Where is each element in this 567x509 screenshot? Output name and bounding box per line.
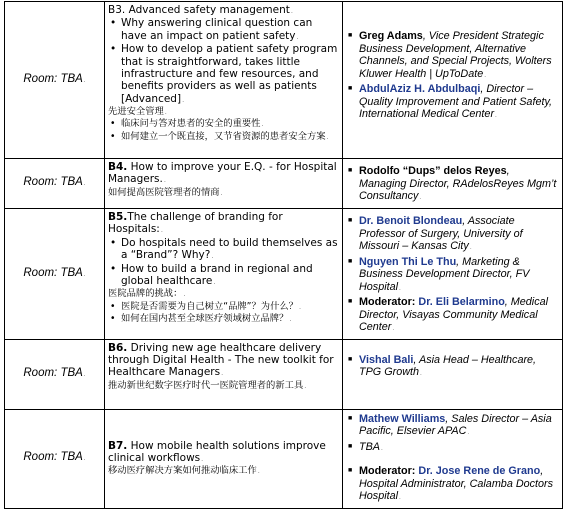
speaker-role: , Marketing & Business Development Director, FV Hospital (359, 255, 530, 293)
session-title: How to improve your E.Q. - for Hospital Managers. (108, 161, 337, 186)
topic-bullet: • Do hospitals need to build themselves as a “Brand”? Why?. (108, 237, 340, 263)
speaker-name: Rodolfo “Dups” delos Reyes (359, 165, 507, 177)
room-cell: Room: TBA. (5, 209, 105, 340)
session-row-b3 (5, 2, 563, 159)
topic-cell (105, 2, 343, 159)
speaker-name: Vishal Bali (359, 353, 414, 366)
session-code: B3. (108, 4, 126, 16)
schedule-table (4, 1, 563, 509)
speaker-name: Dr. Eli Belarmino (418, 296, 505, 308)
session-row-b4 (5, 159, 563, 209)
speaker-role: , Medical Director, Visayas Community Medical Center (359, 296, 549, 333)
chinese-title: 如何提高医院管理者的情商. (108, 186, 223, 198)
speaker-entry: ■ AbdulAziz H. Abdulbaqi, Director – Quality Improvement and Patient Safety, International Medical Center. (348, 83, 558, 123)
chinese-title: 移动医疗解决方案如何推动临床工作. (108, 465, 260, 477)
speaker-entry: ■ Moderator: Dr. Jose Rene de Grano, Hospital Administrator, Calamba Doctors Hospital. (348, 465, 558, 505)
speaker-role: , Associate Professor of Surgery, University of Missouri – Kansas City (359, 215, 523, 252)
speaker-entry: ■ Nguyen Thi Le Thu, Marketing & Business Development Director, FV Hospital. (348, 256, 558, 296)
session-title: The challenge of branding for Hospitals: (108, 211, 283, 236)
session-code: B6. (108, 341, 128, 354)
session-row-b5 (5, 209, 563, 340)
speaker-name: Dr. Jose Rene de Grano (418, 465, 541, 477)
speaker-entry: ■ Greg Adams, Vice President Strategic Business Development, Alternative Channels, and Special Projects, Wolters Kluwer Health | UpToDate. (348, 30, 558, 82)
speaker-cell (343, 209, 563, 340)
speaker-role: , Vice President Strategic Business Development, Alternative Channels, and Special Projects, Wolters Kluwer Health | UpToDate (359, 30, 552, 80)
speaker-name: AbdulAziz H. Abdulbaqi (359, 83, 481, 95)
speaker-entry: ■ Rodolfo “Dups” delos Reyes, Managing Director, RAdelosReyes Mgm’t Consultancy. (348, 165, 558, 205)
session-title-line: B6. Driving new age healthcare delivery through Digital Health - The new toolkit for Healthcare Managers. (108, 341, 334, 379)
room-label: Room: TBA (23, 72, 83, 85)
session-title-line: B3. Advanced safety management. (108, 4, 293, 16)
room-label: Room: TBA (23, 176, 83, 189)
speaker-entry: ■ Mathew Williams, Sales Director – Asia Pacific, Elsevier APAC. (348, 413, 558, 440)
speaker-cell (343, 339, 563, 409)
session-title: Advanced safety management (128, 4, 290, 16)
chinese-title: 先进安全管理. (108, 106, 167, 118)
chinese-bullet: • 如何在国内甚至全球医疗领域树立品牌？. (108, 313, 340, 325)
speaker-entry: ■ Moderator: Dr. Eli Belarmino, Medical Director, Visayas Community Medical Center. (348, 296, 558, 336)
speaker-cell (343, 2, 563, 159)
session-title-line: B4. How to improve your E.Q. - for Hospital Managers.. (108, 161, 337, 186)
speaker-role: , Managing Director, RAdelosReyes Mgm’t Consultancy (359, 165, 557, 202)
room-label: Room: TBA (23, 266, 83, 279)
session-title: How mobile health solutions improve clinical workflows (108, 439, 326, 464)
topic-cell (105, 339, 343, 409)
speaker-cell (343, 159, 563, 209)
speaker-name: Nguyen Thi Le Thu (359, 255, 457, 268)
room-cell: Room: TBA. (5, 159, 105, 209)
topic-cell (105, 209, 343, 340)
chinese-title: 医院品牌的挑战：. (108, 288, 186, 300)
topic-bullet: • How to build a brand in regional and global healthcare. (108, 263, 340, 289)
moderator-prefix: Moderator: (359, 465, 419, 477)
speaker-name: Greg Adams (359, 30, 423, 42)
speaker-entry: ■ Dr. Benoit Blondeau, Associate Professor of Surgery, University of Missouri – Kansas City. (348, 215, 558, 255)
speaker-name: Dr. Benoit Blondeau (359, 215, 463, 227)
session-row-b7 (5, 409, 563, 508)
topic-bullet: • How to develop a patient safety program that is straightforward, takes little infrastructure and few resources, and benefits providers as well as patients [Advanced]. (108, 43, 340, 106)
speaker-role: , Asia Head – Healthcare, TPG Growth (359, 353, 537, 378)
room-cell: Room: TBA. (5, 409, 105, 508)
session-title-line: B5.The challenge of branding for Hospitals:. (108, 211, 283, 236)
speaker-name: Mathew Williams (359, 412, 446, 425)
moderator-prefix: Moderator: (359, 296, 419, 308)
topic-bullet: • Why answering clinical question can have an impact on patient safety. (108, 17, 340, 43)
speaker-role: , Hospital Administrator, Calamba Doctors Hospital (359, 465, 554, 502)
session-code: B4. (108, 161, 128, 173)
session-title-line: B7. How mobile health solutions improve clinical workflows. (108, 439, 326, 464)
session-row-b6 (5, 339, 563, 409)
speaker-role: , Director – Quality Improvement and Patient Safety, International Medical Center (359, 83, 553, 120)
chinese-bullet: • 临床问与答对患者的安全的重要性. (108, 118, 340, 130)
chinese-bullet: • 如何建立一个既直接，又节省资源的患者安全方案. (108, 131, 340, 143)
session-code: B7. (108, 439, 128, 452)
room-cell: Room: TBA. (5, 339, 105, 409)
speaker-role: , Sales Director – Asia Pacific, Elsevier APAC (359, 412, 552, 437)
speaker-tba: TBA (359, 440, 380, 453)
speaker-entry: ■ Vishal Bali, Asia Head – Healthcare, TPG Growth. (348, 354, 558, 381)
chinese-bullet: • 医院是否需要为自己树立“品牌”？为什么？. (108, 301, 340, 313)
speaker-entry: ■ TBA. (348, 441, 558, 456)
chinese-title: 推动新世纪数字医疗时代一医院管理者的新工具. (108, 379, 307, 391)
session-title: Driving new age healthcare delivery through Digital Health - The new toolkit for Healthcare Managers (108, 341, 334, 379)
topic-cell (105, 159, 343, 209)
speaker-cell (343, 409, 563, 508)
topic-cell (105, 409, 343, 508)
room-label: Room: TBA (23, 451, 83, 464)
room-cell: Room: TBA. (5, 2, 105, 159)
room-label: Room: TBA (23, 366, 83, 379)
session-code: B5. (108, 211, 128, 223)
